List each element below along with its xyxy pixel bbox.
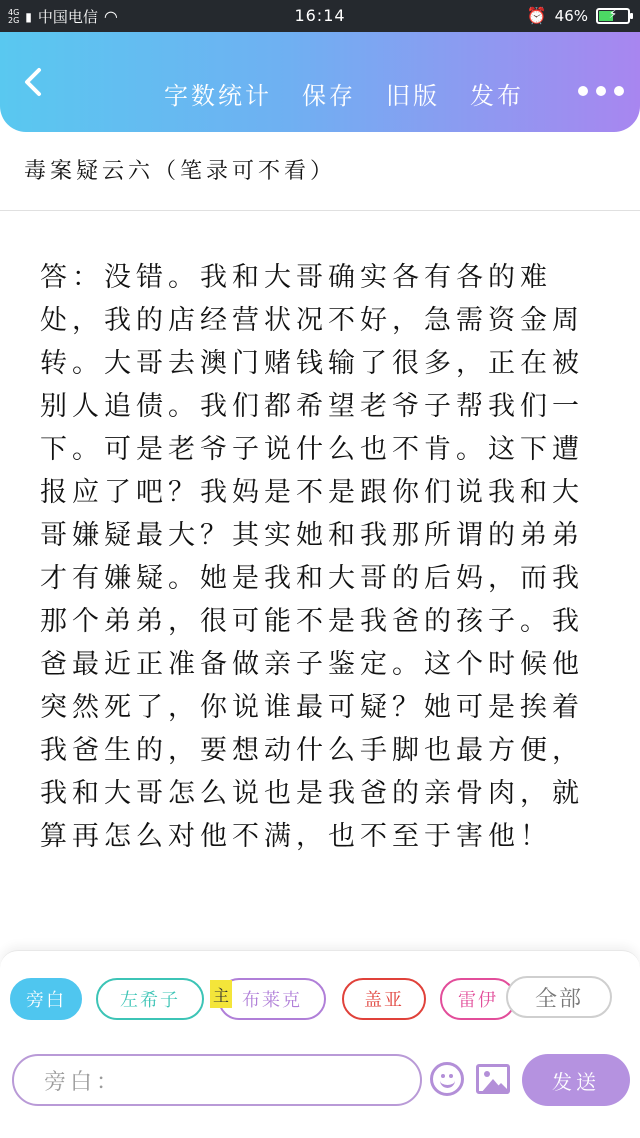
clock: 16:14 — [294, 6, 346, 25]
publish-button[interactable]: 发布 — [470, 82, 524, 110]
main-role-badge: 主 — [210, 980, 232, 1008]
network-top: 4G — [8, 7, 20, 17]
role-chip-leiyi[interactable]: 雷伊 — [440, 978, 516, 1020]
title-divider — [0, 210, 640, 211]
charging-icon: ⚡ — [608, 6, 618, 21]
wifi-icon: ◠ — [103, 7, 118, 26]
word-count-button[interactable]: 字数统计 — [164, 82, 272, 110]
role-chip-all[interactable]: 全部 — [506, 976, 612, 1018]
status-bar — [0, 0, 640, 32]
more-icon[interactable] — [578, 86, 624, 96]
send-button[interactable]: 发送 — [522, 1054, 630, 1106]
back-button[interactable] — [18, 64, 48, 100]
carrier-label: 中国电信 — [37, 8, 98, 26]
role-chip-zuo[interactable]: 左希子 — [96, 978, 204, 1020]
image-icon[interactable] — [476, 1064, 510, 1094]
network-bottom: 2G — [8, 15, 20, 25]
role-chip-bulaike[interactable]: 布莱克 — [218, 978, 326, 1020]
role-chip-narrator[interactable]: 旁白 — [10, 978, 82, 1020]
battery-percent: 46% — [554, 6, 588, 25]
message-input[interactable]: 旁白： — [12, 1054, 422, 1106]
role-chip-gaiya[interactable]: 盖亚 — [342, 978, 426, 1020]
toolbar-actions — [164, 76, 524, 111]
alarm-icon: ⏰ — [526, 6, 547, 25]
emoji-icon[interactable] — [430, 1062, 464, 1096]
battery-icon — [596, 8, 630, 24]
old-version-button[interactable]: 旧版 — [386, 82, 440, 110]
chevron-left-icon — [23, 67, 43, 97]
signal-icon: ▮ — [25, 9, 32, 24]
chapter-title[interactable]: 毒案疑云六（笔录可不看） — [24, 159, 337, 184]
editor-toolbar — [0, 32, 640, 132]
save-button[interactable]: 保存 — [302, 82, 356, 110]
story-content[interactable]: 答：没错。我和大哥确实各有各的难处，我的店经营状况不好，急需资金周转。大哥去澳门赌钱输了很多，正在被别人追债。我们都希望老爷子帮我们一下。可是老爷子说什么也不肯。这下遭报应了吧？我妈是不是跟你们说我和大哥嫌疑最大？其实她和我那所谓的弟弟才有嫌疑。她是我和大哥的后妈，而我那个弟弟，很可能不是我爸的孩子。我爸最近正准备做亲子鉴定。这个时候他突然死了，你说谁最可疑？她可是挨着我爸生的，要想动什么手脚也最方便，我和大哥怎么说也是我爸的亲骨肉，就算再怎么对他不满，也不至于害他！ — [40, 262, 584, 852]
